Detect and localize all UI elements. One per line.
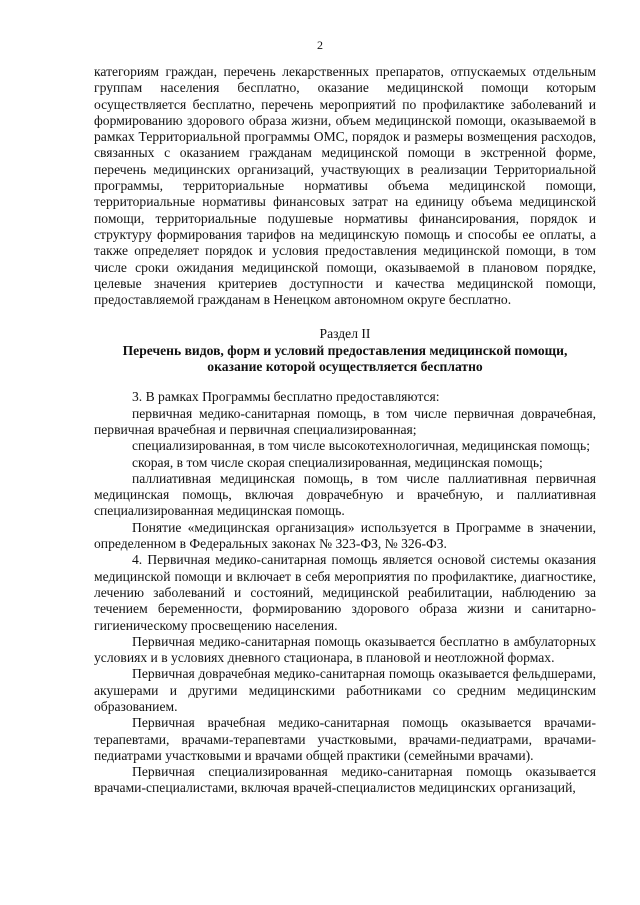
paragraph: Понятие «медицинская организация» используется в Программе в значении, определенном в Федеральных законах № 323-ФЗ, № 326-ФЗ.: [94, 519, 596, 552]
paragraph: специализированная, в том числе высокотехнологичная, медицинская помощь;: [132, 438, 590, 454]
paragraph: Первичная специализированная медико-санитарная помощь оказывается врачами-специалистами, включая врачей-специалистов медицинских организаций,: [94, 764, 596, 796]
section-heading: Перечень видов, форм и условий предоставления медицинской помощи, оказание которой осуществляется бесплатно: [122, 342, 568, 375]
document-body: [94, 64, 596, 797]
paragraph: первичная медико-санитарная помощь, в том числе первичная доврачебная, первичная врачебная и первичная специализированная;: [94, 405, 596, 437]
paragraph: Первичная врачебная медико-санитарная помощь оказывается врачами-терапевтами, врачами-терапевтами участковыми, врачами-педиатрами, врачами-педиатрами участковыми и врачами общей практики (семейными врачами).: [94, 715, 596, 763]
paragraph: паллиативная медицинская помощь, в том числе паллиативная первичная медицинская помощь, включая доврачебную и врачебную, и паллиативная специализированная медицинская помощь.: [94, 470, 596, 519]
opening-paragraph: категориям граждан, перечень лекарственных препаратов, отпускаемых отдельным группам населения бесплатно, оказание медицинской помощи которым осуществляется бесплатно, перечень мероприятий по профилактике заболеваний и формированию здорового образа жизни, объем медицинской помощи, оказываемой в рамках Территориальной программы ОМС, порядок и размеры возмещения расходов, связанных с оказанием гражданам медицинской помощи в экстренной форме, перечень медицинских организаций, участвующих в реализации Территориальной программы, территориальные нормативы объема медицинской помощи, территориальные нормативы финансовых затрат на единицу объема медицинской помощи, территориальные подушевые нормативы финансирования, порядок и структуру формирования тарифов на медицинскую помощь и способы ее оплаты, а также определяет порядок и условия предоставления медицинской помощи, в том числе сроки ожидания медицинской помощи, оказываемой в плановом порядке, целевые значения критериев доступности и качества медицинской помощи, предоставляемой гражданам в Ненецком автономном округе бесплатно.: [94, 64, 596, 308]
paragraph: 3. В рамках Программы бесплатно предоставляются:: [132, 389, 440, 405]
paragraph: Первичная медико-санитарная помощь оказывается бесплатно в амбулаторных условиях и в условиях дневного стационара, в плановой и неотложной формах.: [94, 633, 596, 666]
paragraph: скорая, в том числе скорая специализированная, медицинская помощь;: [132, 454, 543, 470]
paragraph: 4. Первичная медико-санитарная помощь является основой системы оказания медицинской помощи и включает в себя мероприятия по профилактике, диагностике, лечению заболеваний и состояний, медицинской реабилитации, наблюдению за течением беременности, формированию здорового образа жизни и санитарно-гигиеническому просвещению населения.: [94, 552, 596, 633]
page-number: 2: [317, 38, 323, 52]
section-title: Раздел II: [319, 326, 371, 342]
paragraph: Первичная доврачебная медико-санитарная помощь оказывается фельдшерами, акушерами и другими медицинскими работниками со средним медицинским образованием.: [94, 666, 596, 714]
